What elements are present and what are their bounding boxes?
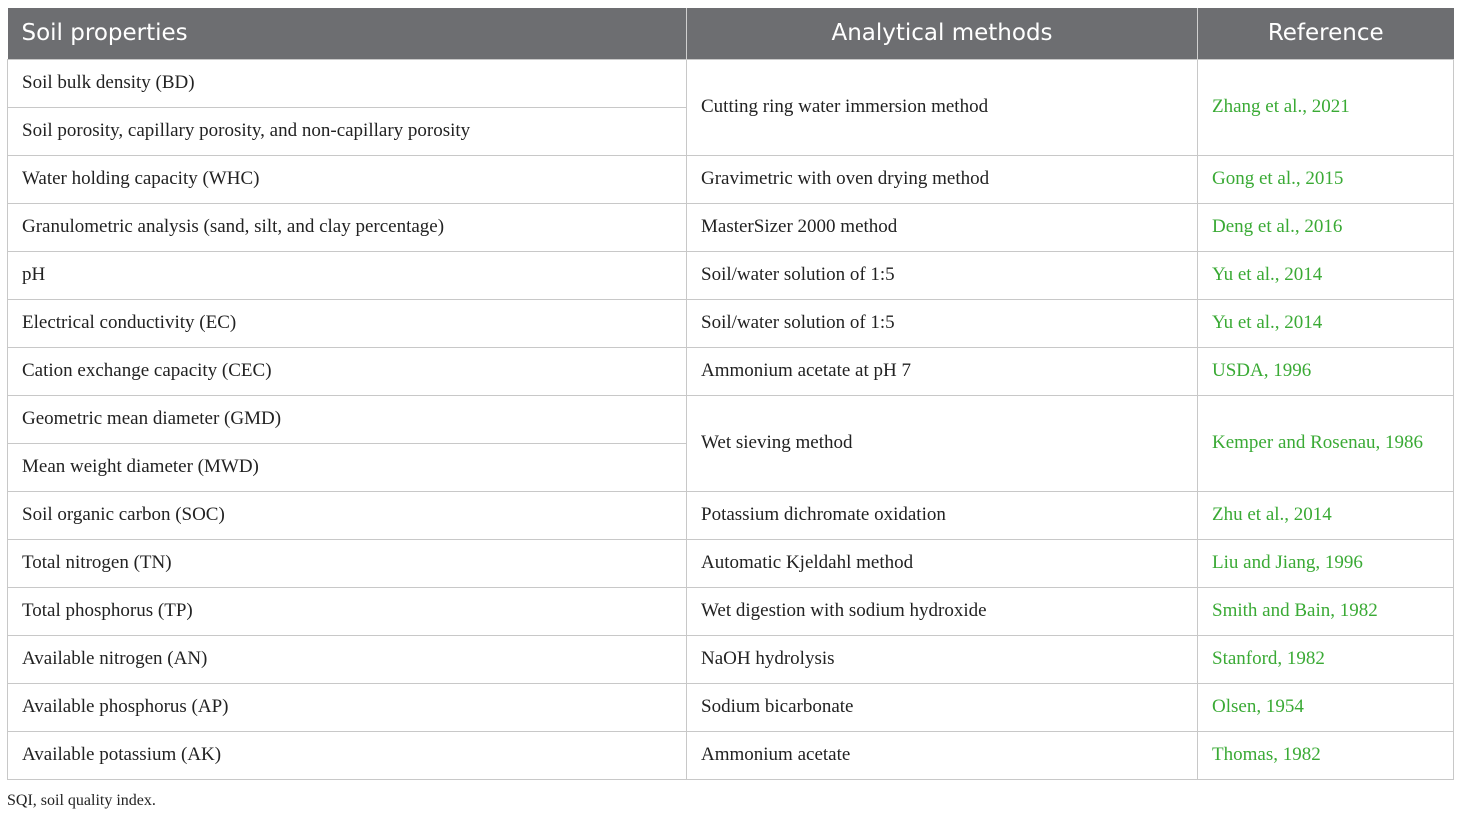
reference-link[interactable]: Thomas, 1982 <box>1198 731 1454 779</box>
property-cell: Soil porosity, capillary porosity, and non-capillary porosity <box>8 107 687 155</box>
table-row <box>8 539 1454 587</box>
table-row <box>8 683 1454 731</box>
table-row <box>8 299 1454 347</box>
table-row <box>8 347 1454 395</box>
reference-link[interactable]: Zhang et al., 2021 <box>1198 59 1454 155</box>
property-cell: Available nitrogen (AN) <box>8 635 687 683</box>
property-cell: Available potassium (AK) <box>8 731 687 779</box>
property-cell: Soil bulk density (BD) <box>8 59 687 107</box>
header-row <box>8 8 1454 59</box>
table-row <box>8 395 1454 443</box>
reference-link[interactable]: Yu et al., 2014 <box>1198 299 1454 347</box>
property-cell: Available phosphorus (AP) <box>8 683 687 731</box>
reference-link[interactable]: Zhu et al., 2014 <box>1198 491 1454 539</box>
table-row <box>8 203 1454 251</box>
header-analytical-methods: Analytical methods <box>687 8 1198 59</box>
method-cell: Ammonium acetate at pH 7 <box>687 347 1198 395</box>
reference-link[interactable]: Deng et al., 2016 <box>1198 203 1454 251</box>
table-row <box>8 155 1454 203</box>
method-cell: Ammonium acetate <box>687 731 1198 779</box>
method-cell: Soil/water solution of 1:5 <box>687 299 1198 347</box>
property-cell: Granulometric analysis (sand, silt, and clay percentage) <box>8 203 687 251</box>
method-cell: Wet digestion with sodium hydroxide <box>687 587 1198 635</box>
reference-link[interactable]: Liu and Jiang, 1996 <box>1198 539 1454 587</box>
table-row <box>8 587 1454 635</box>
property-cell: Total nitrogen (TN) <box>8 539 687 587</box>
soil-methods-table <box>7 8 1454 780</box>
table-row <box>8 491 1454 539</box>
property-cell: Total phosphorus (TP) <box>8 587 687 635</box>
reference-link[interactable]: Smith and Bain, 1982 <box>1198 587 1454 635</box>
table-row <box>8 251 1454 299</box>
property-cell: Mean weight diameter (MWD) <box>8 443 687 491</box>
table-row <box>8 731 1454 779</box>
method-cell: Cutting ring water immersion method <box>687 59 1198 155</box>
method-cell: Soil/water solution of 1:5 <box>687 251 1198 299</box>
property-cell: Water holding capacity (WHC) <box>8 155 687 203</box>
property-cell: pH <box>8 251 687 299</box>
property-cell: Geometric mean diameter (GMD) <box>8 395 687 443</box>
reference-link[interactable]: Kemper and Rosenau, 1986 <box>1198 395 1454 491</box>
property-cell: Soil organic carbon (SOC) <box>8 491 687 539</box>
header-soil-properties: Soil properties <box>8 8 687 59</box>
property-cell: Electrical conductivity (EC) <box>8 299 687 347</box>
reference-link[interactable]: Yu et al., 2014 <box>1198 251 1454 299</box>
method-cell: Automatic Kjeldahl method <box>687 539 1198 587</box>
reference-link[interactable]: Gong et al., 2015 <box>1198 155 1454 203</box>
table-footnote: SQI, soil quality index. <box>7 792 156 809</box>
table-row <box>8 635 1454 683</box>
reference-link[interactable]: Stanford, 1982 <box>1198 635 1454 683</box>
table-row <box>8 59 1454 107</box>
method-cell: Gravimetric with oven drying method <box>687 155 1198 203</box>
method-cell: NaOH hydrolysis <box>687 635 1198 683</box>
method-cell: Potassium dichromate oxidation <box>687 491 1198 539</box>
method-cell: Sodium bicarbonate <box>687 683 1198 731</box>
method-cell: MasterSizer 2000 method <box>687 203 1198 251</box>
property-cell: Cation exchange capacity (CEC) <box>8 347 687 395</box>
reference-link[interactable]: USDA, 1996 <box>1198 347 1454 395</box>
reference-link[interactable]: Olsen, 1954 <box>1198 683 1454 731</box>
header-reference: Reference <box>1198 8 1454 59</box>
method-cell: Wet sieving method <box>687 395 1198 491</box>
